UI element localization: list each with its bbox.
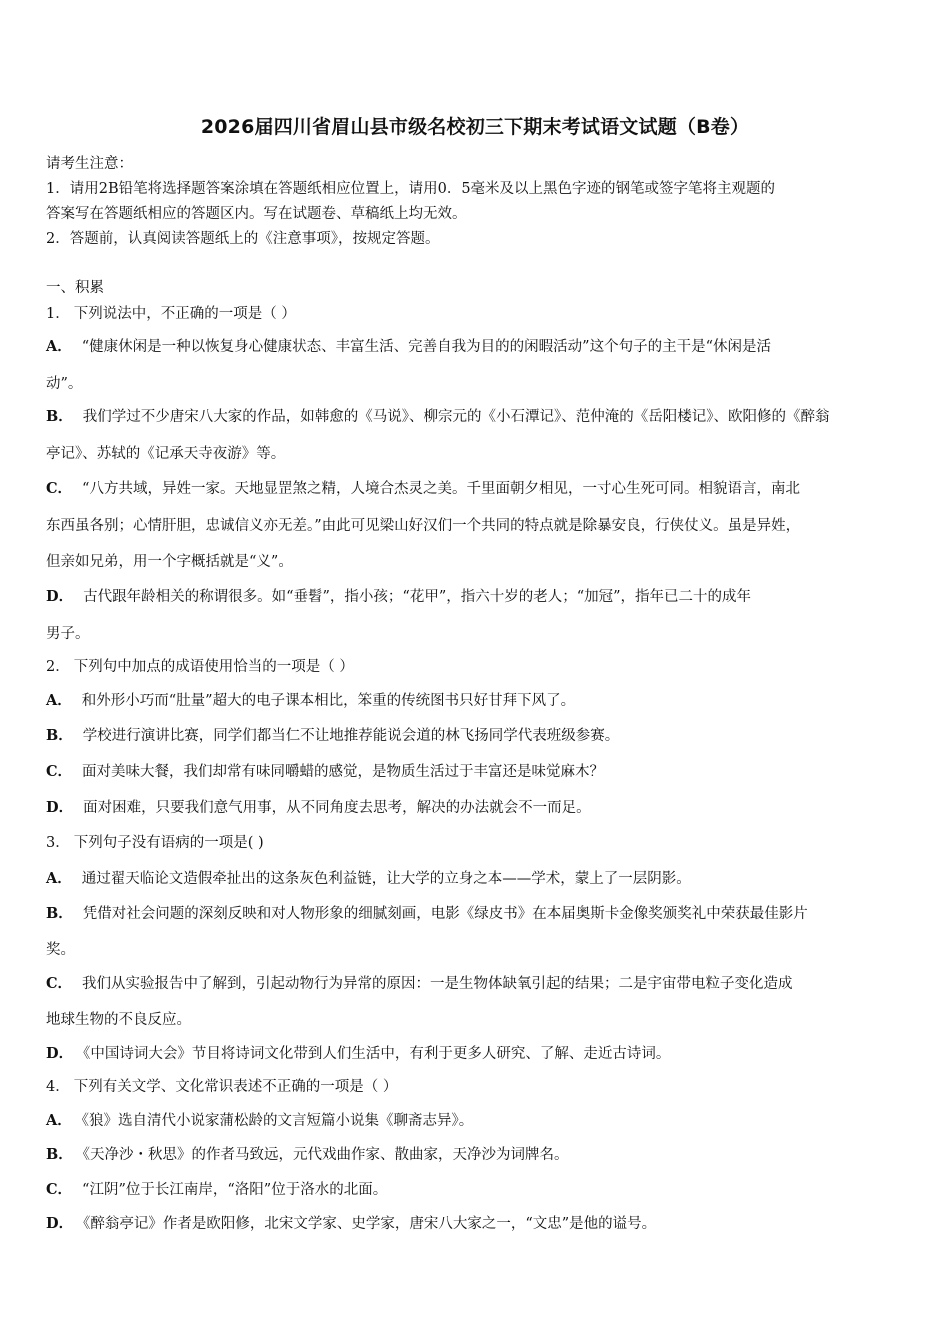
q2-option-b <box>46 724 619 745</box>
option-text: 我们学过不少唐宋八大家的作品，如韩愈的《马说》、柳宗元的《小石潭记》、范仲淹的《岳阳楼记》、欧阳修的《醉翁 <box>82 409 830 425</box>
q3-option-b <box>46 902 808 923</box>
option-text: “八方共域，异姓一家。天地显罡煞之精，人境合杰灵之美。千里面朝夕相见，一寸心生死可同。相貌语言，南北 <box>82 481 800 497</box>
option-text: 面对困难，只要我们意气用事，从不同角度去思考，解决的办法就会不一而足。 <box>83 800 591 816</box>
option-text: 和外形小巧而“肚量”超大的电子课本相比，笨重的传统图书只好甘拜下风了。 <box>81 693 576 709</box>
option-text: 我们从实验报告中了解到，引起动物行为异常的原因：一是生物体缺氧引起的结果；二是宇宙带电粒子变化造成 <box>82 976 793 992</box>
option-label: B． <box>46 905 73 922</box>
option-label: A． <box>46 692 72 709</box>
section-heading: 一、积累 <box>46 280 104 296</box>
q3-option-b-cont: 奖。 <box>46 942 75 958</box>
q3-option-d <box>46 1042 670 1063</box>
question-text: 下列说法中，不正确的一项是（ ） <box>73 306 296 322</box>
q2-option-c <box>46 760 604 781</box>
q1-option-b <box>46 405 830 426</box>
option-text: 《狼》选自清代小说家蒲松龄的文言短篇小说集《聊斋志异》。 <box>81 1113 474 1129</box>
option-label: C． <box>46 1181 73 1198</box>
option-label: D． <box>46 588 74 605</box>
q2-option-d <box>46 796 591 817</box>
q4-option-a <box>46 1109 473 1130</box>
q1-option-a <box>46 335 771 356</box>
q1-option-a-cont: 动”。 <box>46 376 83 392</box>
q1-option-d <box>46 585 751 606</box>
option-text: 《醉翁亭记》作者是欧阳修，北宋文学家、史学家，唐宋八大家之一，“文忠”是他的谥号。 <box>83 1216 657 1232</box>
option-text: 学校进行演讲比赛，同学们都当仁不让地推荐能说会道的林飞扬同学代表班级参赛。 <box>82 728 620 744</box>
option-label: A． <box>46 870 72 887</box>
option-label: C． <box>46 480 73 497</box>
q1-option-c-cont-1: 东西虽各别；心情肝胆，忠诚信义亦无差。”由此可见梁山好汉们一个共同的特点就是除暴安良，行侠仗义。虽是异姓， <box>46 518 801 534</box>
q1-option-c-cont-2: 但亲如兄弟，用一个字概括就是“义”。 <box>46 554 293 570</box>
option-label: C． <box>46 763 73 780</box>
question-1-stem <box>46 302 296 323</box>
option-text: 《天净沙・秋思》的作者马致远，元代戏曲作家、散曲家，天净沙为词牌名。 <box>82 1147 569 1163</box>
option-text: 《中国诗词大会》节目将诗词文化带到人们生活中，有利于更多人研究、了解、走近古诗词。 <box>83 1046 671 1062</box>
option-text: 古代跟年龄相关的称谓很多。如“垂髫”，指小孩；“花甲”，指六十岁的老人；“加冠”，指年已二十的成年 <box>83 589 752 605</box>
option-label: D． <box>46 799 74 816</box>
option-text: 面对美味大餐，我们却常有味同嚼蜡的感觉，是物质生活过于丰富还是味觉麻木？ <box>82 764 605 780</box>
question-number: 2． <box>46 659 70 675</box>
q3-option-a <box>46 867 691 888</box>
question-3-stem <box>46 831 264 852</box>
question-text: 下列有关文学、文化常识表述不正确的一项是（ ） <box>73 1079 398 1095</box>
q3-option-c <box>46 972 793 993</box>
option-text: 凭借对社会问题的深刻反映和对人物形象的细腻刻画，电影《绿皮书》在本届奥斯卡金像奖颁奖礼中荣获最佳影片 <box>82 906 808 922</box>
option-text: 通过翟天临论文造假牵扯出的这条灰色利益链，让大学的立身之本——学术，蒙上了一层阴影。 <box>81 871 691 887</box>
option-label: B． <box>46 408 73 425</box>
question-text: 下列句子没有语病的一项是( ) <box>73 835 264 851</box>
q4-option-d <box>46 1212 656 1233</box>
notice-item-1-line-1: 1．请用2B铅笔将选择题答案涂填在答题纸相应位置上，请用0．5毫米及以上黑色字迹的钢笔或签字笔将主观题的 <box>46 181 776 197</box>
question-number: 1． <box>46 306 70 322</box>
option-label: B． <box>46 727 73 744</box>
page-title: 2026届四川省眉山县市级名校初三下期末考试语文试题（B卷） <box>200 116 750 138</box>
q1-option-b-cont: 亭记》、苏轼的《记承天寺夜游》等。 <box>46 446 286 462</box>
q1-option-c <box>46 477 800 498</box>
option-label: D． <box>46 1045 74 1062</box>
option-label: D． <box>46 1215 74 1232</box>
question-4-stem <box>46 1075 397 1096</box>
q2-option-a <box>46 689 575 710</box>
question-number: 3． <box>46 835 70 851</box>
option-text: “健康休闲是一种以恢复身心健康状态、丰富生活、完善自我为目的的闲暇活动”这个句子的主干是“休闲是活 <box>81 339 771 355</box>
notice-item-1-line-2: 答案写在答题纸相应的答题区内。写在试题卷、草稿纸上均无效。 <box>46 206 467 222</box>
option-text: “江阴”位于长江南岸，“洛阳”位于洛水的北面。 <box>82 1182 388 1198</box>
question-2-stem <box>46 655 354 676</box>
q4-option-c <box>46 1178 387 1199</box>
question-text: 下列句中加点的成语使用恰当的一项是（ ） <box>73 659 354 675</box>
question-number: 4． <box>46 1079 70 1095</box>
notice-item-2: 2．答题前，认真阅读答题纸上的《注意事项》，按规定答题。 <box>46 231 440 247</box>
q4-option-b <box>46 1143 569 1164</box>
notice-heading: 请考生注意： <box>46 156 133 172</box>
option-label: C． <box>46 975 73 992</box>
q3-option-c-cont: 地球生物的不良反应。 <box>46 1012 191 1028</box>
option-label: A． <box>46 338 72 355</box>
q1-option-d-cont: 男子。 <box>46 626 90 642</box>
option-label: B． <box>46 1146 73 1163</box>
option-label: A． <box>46 1112 72 1129</box>
